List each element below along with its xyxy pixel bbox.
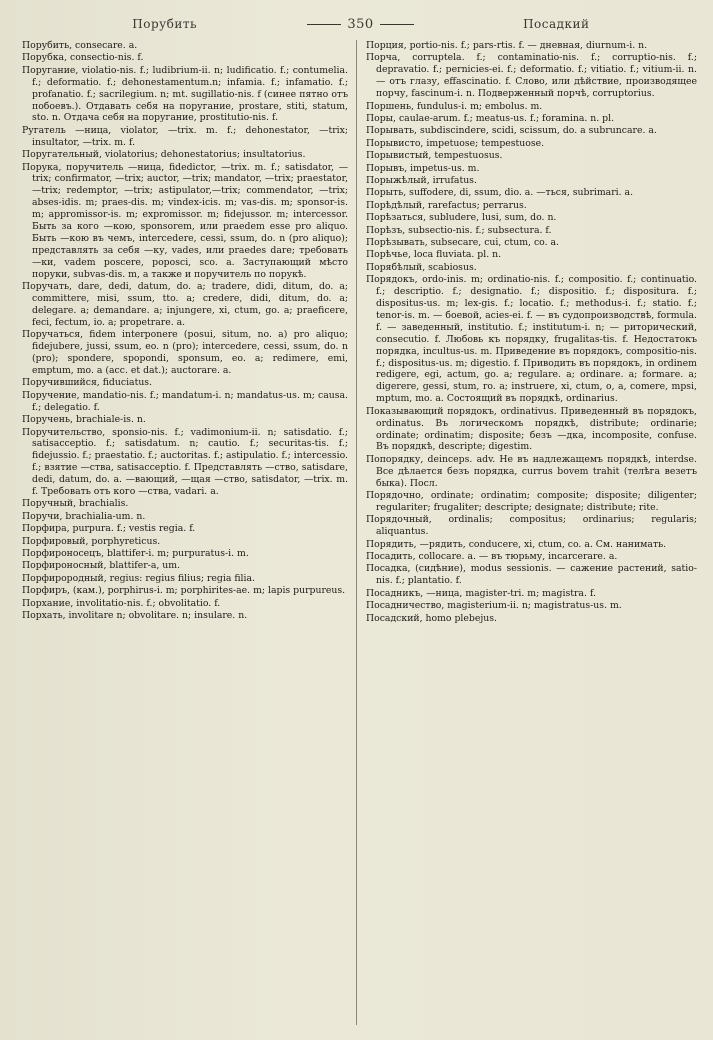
dictionary-entry: Порча, corruptela. f.; contaminatio-nis. f.; corruptio-nis. f.; depravatio. f.; pernicies-ei. f.; deformatio. f.; vitiatio. f.; vitium-ii. n. — отъ глазу, effascinatio. f. Слово, или дѣйствие, производящее порчу, fascinum-i. n. Подверженный порчѣ, corruptorius. bbox=[366, 52, 697, 100]
dictionary-entry: Поручать, dare, dedi, datum, do. a; tradere, didi, ditum, do. a; committere, misi, ssum, tto. a; credere, didi, ditum, do. a; delegare. a; demandare. a; injungere, xi, ctum, go. a; praeficere, feci, fectum, io. a; propetrare. a. bbox=[22, 281, 348, 328]
dictionary-entry: Ругатель —ница, violator, —trix. m. f.; dehonestator, —trix; insultator, —trix. m. f. bbox=[22, 124, 348, 148]
dictionary-entry: Порыжѣлый, irrufatus. bbox=[366, 174, 477, 186]
dictionary-entry: Порфироносный, blattifer-a, um. bbox=[22, 560, 181, 572]
dictionary-entry: Посадка, (сидѣние), modus sessionis. — сажение растений, satio-nis. f.; plantatio. f. bbox=[366, 563, 697, 587]
dictionary-entry: Порядочно, ordinate; ordinatim; composite; disposite; diligenter; regulariter; frugaliter; descripte; designate; distribute; rite. bbox=[366, 490, 697, 513]
dictionary-entry: Порывъ, impetus-us. m. bbox=[366, 162, 480, 174]
dictionary-entry: Порубка, consectio-nis. f. bbox=[22, 52, 144, 64]
dictionary-entry: Поручительство, sponsio-nis. f.; vadimonium-ii. n; satisdatio. f.; satisacceptio. f.; satisdatum. n; cautio. f.; securitas-tis. f.; fidejussio. f.; praestatio. f.; auctoritas. f.; astipulatio. f.; intercessio. f.; взятие —ства, satisacceptio. f. Представлять —ство, satisdare, dedi, datum, do. a. —вающий, —щая —ство, satisdator, —trix. m. f. Требовать отъ кого —ства, vadari. a. bbox=[22, 426, 348, 498]
dictionary-entry: Поручение, mandatio-nis. f.; mandatum-i. n; mandatus-us. m; causa. f.; delegatio. f. bbox=[22, 389, 348, 413]
dictionary-entry: Порука, поручитель —ница, fidedictor, —trix. m. f.; satisdator, —trix; confirmator, —trix; auctor, —trix; mandator, —trix; praestator, —trix; redemptor, —trix; astipulator,—trix; commendator, —trix; abses-idis. m; praes-dis. m; vindex-icis. m; vas-dis. m; sponsor-is. m; appromissor-is. m; expromissor. m; fidejussor. m; intercessor. Быть за кого —кою, sponsorem, или praedem esse pro aliquo. Быть —кою въ чемъ, intercedere, cessi, ssum, do. n (pro aliquo); представлять за себя —ку, vades, или praedes dare; требовать —ки, vadem poscere, poposci, sco. a. Заступающий мѣсто поруки, subvas-dis. m, а также и поручитель по порукѣ. bbox=[22, 161, 348, 280]
header-left-catchword: Порубить bbox=[132, 17, 198, 31]
dictionary-entry: Поручный, brachialis. bbox=[22, 498, 129, 510]
dictionary-entry: Посадникъ, —ница, magister-tri. m; magistra. f. bbox=[366, 587, 596, 599]
dictionary-entry: Поручень, brachiale-is. n. bbox=[22, 414, 146, 426]
dictionary-entry: Попорядку, deinceps. adv. Не въ надлежащемъ порядкѣ, interdse. Все дѣлается безъ порядка, currus bovem trahit (телѣга везетъ быка). Посл. bbox=[366, 453, 697, 489]
dictionary-entry: Порывать, subdiscindere, scidi, scissum, do. a subruncare. a. bbox=[366, 125, 657, 137]
dictionary-entry: Порядокъ, ordo-inis. m; ordinatio-nis. f.; compositio. f.; continuatio. f.; descriptio. f.; designatio. f.; dispositio. f.; dispositura. f.; dispositus-us. m; lex-gis. f.; locatio. f.; methodus-i. f.; statio. f.; tenor-is. m. — боевой, acies-ei. f. — въ судопроизводствѣ, formula. f. — заведенный, institutio. f.; institutum-i. n; — риторический, consecutio. f. Любовь къ порядку, frugalitas-tis. f. Недостатокъ порядка, incultus-us. m. Приведение въ порядокъ, compositio-nis. f.; dispositus-us. m; digestio. f. Приводить въ порядокъ, in ordinem redigere, egi, actum, go. a; regulare. a; ordinare. a; formare. a; digerere, gessi, stum, ro. a; instruere, xi, ctum, o, a, comere, mpsi, mptum, mo. a. Состоящий въ порядкѣ, ordinarius. bbox=[366, 274, 697, 405]
dictionary-entry: Порядить, —рядить, conducere, xi, ctum, co. a. См. нанимать. bbox=[366, 538, 667, 550]
dictionary-entry: Порядочный, ordinalis; compositus; ordinarius; regularis; aliquantus. bbox=[366, 514, 697, 538]
header-right-catchword: Посадкий bbox=[523, 17, 590, 31]
dictionary-entry: Поры, caulae-arum. f.; meatus-us. f.; foramina. n. pl. bbox=[366, 112, 615, 124]
dictionary-entry: Посадский, homo plebejus. bbox=[366, 612, 497, 624]
dictionary-entry: Поручившийся, fiduciatus. bbox=[22, 377, 153, 389]
dictionary-entry: Порывистый, tempestuosus. bbox=[366, 150, 503, 162]
right-column bbox=[357, 40, 697, 1025]
header-rule-right bbox=[380, 24, 414, 25]
dictionary-entry: Порфиръ, (кам.), porphirus-i. m; porphirites-ae. m; lapis purpureus. bbox=[22, 585, 346, 597]
dictionary-entry: Посадить, collocare. a. — въ тюрьму, incarcerare. a. bbox=[366, 551, 618, 563]
page-header bbox=[22, 12, 699, 36]
dictionary-entry: Порция, portio-nis. f.; pars-rtis. f. — дневная, diurnum-i. n. bbox=[366, 40, 648, 51]
dictionary-entry: Порфирородный, regius: regius filius; regia filia. bbox=[22, 572, 255, 584]
dictionary-entry: Порѣзъ, subsectio-nis. f.; subsectura. f. bbox=[366, 224, 552, 236]
dictionary-entry: Порывисто, impetuose; tempestuose. bbox=[366, 137, 545, 149]
dictionary-entry: Поругательный, violatorius; dehonestatorius; insultatorius. bbox=[22, 149, 306, 161]
dictionary-entry: Поршень, fundulus-i. m; embolus. m. bbox=[366, 100, 543, 112]
dictionary-entry: Поругание, violatio-nis. f.; ludibrium-ii. n; ludificatio. f.; contumelia. f.; deformatio. f.; dehonestamentum.n; infamia. f.; infamatio. f.; profanatio. f.; sacrilegium. n; mt. sugillatio-nis. f (синее пятно отъ побоевъ.). Отдавать себя на поругание, prostare, stiti, statum, sto. n. Отдача себя на поругание, prostitutio-nis. f. bbox=[22, 64, 348, 124]
page-number: 350 bbox=[347, 16, 374, 32]
dictionary-entry: Порѣчье, loca fluviata. pl. n. bbox=[366, 249, 502, 261]
dictionary-entry: Порѣзывать, subsecare, cui, ctum, co. a. bbox=[366, 237, 559, 248]
left-column bbox=[22, 40, 357, 1025]
dictionary-entry: Порѣдѣлый, rarefactus; perrarus. bbox=[366, 199, 527, 211]
dictionary-entry: Порфироносецъ, blattifer-i. m; purpuratus-i. m. bbox=[22, 548, 249, 560]
dictionary-entry: Поручи, brachialia-um. n. bbox=[22, 510, 146, 522]
header-page-number-group bbox=[307, 17, 413, 32]
two-column-body bbox=[22, 40, 699, 1025]
dictionary-entry: Посадничество, magisterium-ii. n; magistratus-us. m. bbox=[366, 600, 622, 612]
dictionary-entry: Показывающий порядокъ, ordinativus. Приведенный въ порядокъ, ordinatus. Въ логическомъ порядкѣ, distribute; ordinarie; ordinate; ordinatim; disposite; безъ —дка, incomposite, confuse. Въ порядкѣ, descripte; digestim. bbox=[366, 405, 697, 453]
dictionary-entry: Порябѣлый, scabiosus. bbox=[366, 261, 477, 273]
dictionary-entry: Порхание, involitatio-nis. f.; obvolitatio. f. bbox=[22, 597, 221, 609]
dictionary-entry: Порыть, suffodere, di, ssum, dio. a. —ться, subrimari. a. bbox=[366, 187, 634, 199]
dictionary-entry: Порѣзаться, subludere, lusi, sum, do. n. bbox=[366, 212, 557, 224]
dictionary-entry: Порфира, purpura. f.; vestis regia. f. bbox=[22, 523, 196, 535]
dictionary-entry: Порубить, consecare. a. bbox=[22, 40, 138, 51]
dictionary-entry: Порфировый, porphyreticus. bbox=[22, 535, 161, 547]
dictionary-entry: Порхать, involitare n; obvolitare. n; insulare. n. bbox=[22, 610, 248, 622]
header-rule-left bbox=[307, 24, 341, 25]
dictionary-entry: Поручаться, fidem interponere (posui, situm, no. a) pro aliquo; fidejubere, jussi, ssum, eo. n (pro); intercedere, cessi, ssum, do. n (pro); spondere, spopondi, sponsum, eo. a; redimere, emi, emptum, mo. a (acc. et dat.); auctorare. a. bbox=[22, 329, 348, 376]
